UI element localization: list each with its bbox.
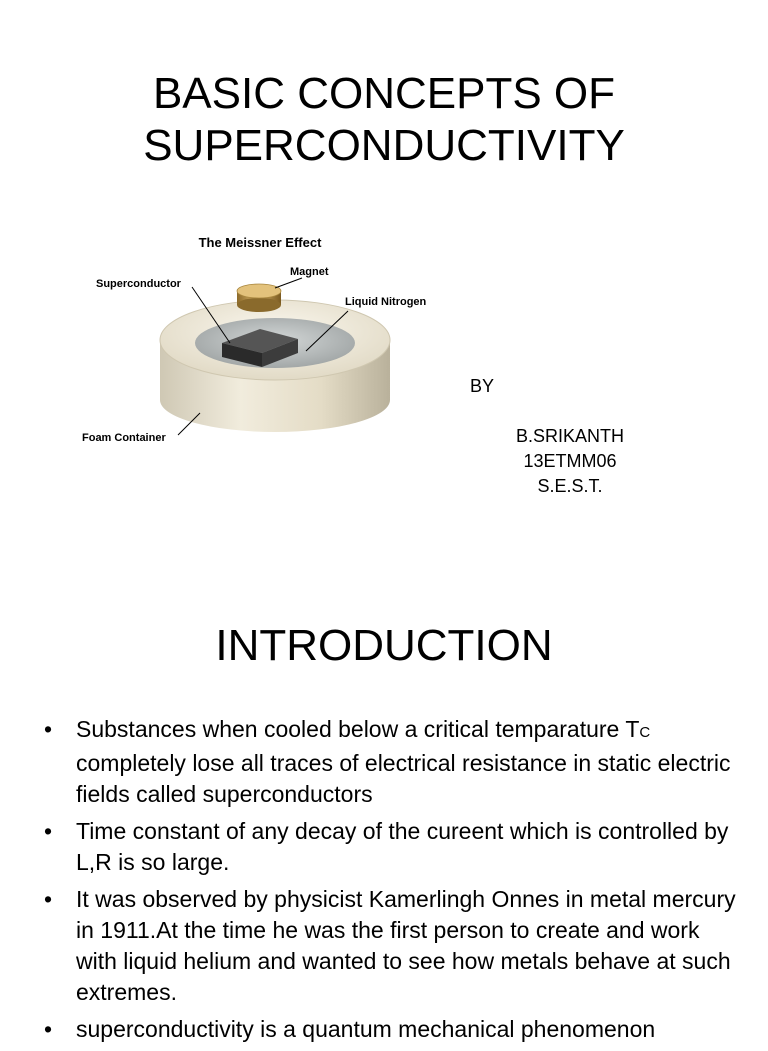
introduction-slide — [0, 590, 768, 1042]
introduction-title: INTRODUCTION — [215, 621, 553, 670]
title-line-2: SUPERCONDUCTIVITY — [143, 121, 625, 170]
bullet-text-before: Substances when cooled below a critical temparature T — [76, 716, 640, 742]
bullet-item: • It was observed by physicist Kamerlingh Onnes in metal mercury in 1911.At the time he was the first person to create and work with liquid helium and wanted to see how metals behave at such extremes. — [40, 884, 740, 1008]
magnet-bottom — [237, 298, 281, 312]
figure-title: The Meissner Effect — [198, 235, 322, 250]
bullet-item: • Time constant of any decay of the cureent which is controlled by L,R is so large. — [40, 816, 740, 878]
author-name: B.SRIKANTH — [515, 426, 625, 446]
slide-title — [0, 68, 768, 172]
bullet-text-after: completely lose all traces of electrical resistance in static electric fields called superconductors — [76, 750, 731, 807]
author-block — [480, 424, 660, 499]
title-line-1: BASIC CONCEPTS OF — [152, 69, 616, 118]
meissner-effect-illustration — [70, 225, 460, 455]
author-school: S.E.S.T. — [537, 476, 603, 496]
bullet-item: • superconductivity is a quantum mechanical phenomenon — [40, 1014, 740, 1045]
author-id: 13ETMM06 — [523, 451, 617, 471]
meissner-effect-figure — [70, 225, 460, 455]
introduction-bullets — [40, 714, 740, 1051]
by-label: BY — [470, 376, 495, 396]
bullet-item — [40, 714, 740, 810]
bullet-subscript: C — [639, 724, 651, 741]
pointer-magnet — [275, 278, 302, 288]
label-foam-container: Foam Container — [82, 432, 166, 444]
label-magnet: Magnet — [290, 266, 329, 278]
label-liquid-nitrogen: Liquid Nitrogen — [345, 296, 427, 308]
magnet-top — [237, 284, 281, 298]
label-superconductor: Superconductor — [96, 278, 181, 290]
